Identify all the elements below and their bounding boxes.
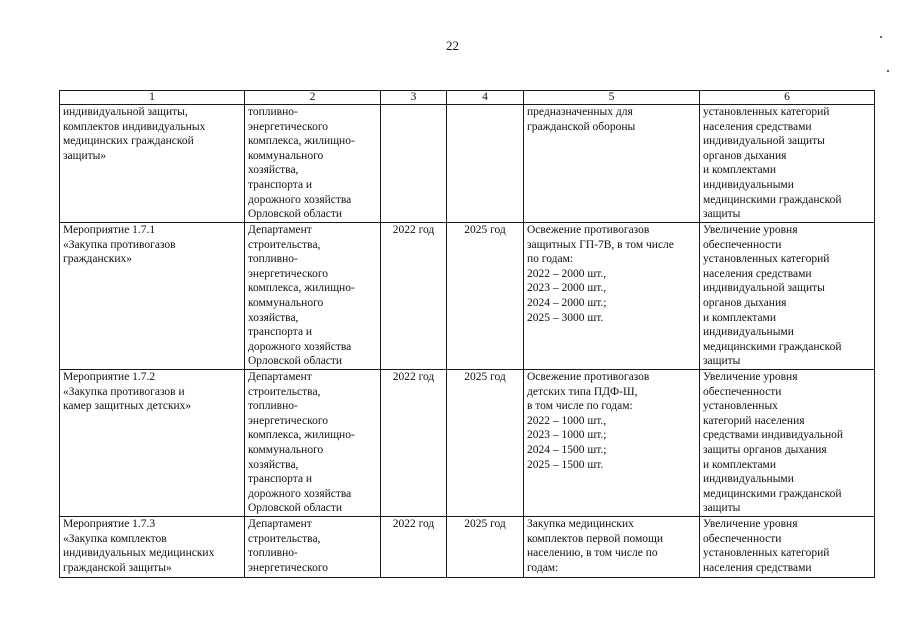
- cell-text-line: в том числе по годам:: [527, 400, 633, 413]
- cell-text-line: гражданской обороны: [527, 120, 636, 133]
- cell-text-line: гражданских»: [63, 253, 132, 266]
- cell-text-line: Орловской области: [248, 502, 343, 515]
- header-col-2: 2: [245, 91, 381, 105]
- cell-text-line: защиты: [703, 355, 741, 368]
- responsible-cell: [245, 370, 381, 517]
- outcome-cell: [700, 517, 875, 578]
- measures-table: [59, 90, 875, 578]
- cell-text-line: защиты»: [63, 149, 107, 162]
- responsible-cell: [245, 105, 381, 223]
- cell-text-line: хозяйства,: [248, 458, 299, 471]
- cell-text-line: населения средствами: [703, 120, 812, 133]
- cell-text-line: комплектов индивидуальных: [63, 120, 206, 133]
- cell-text-line: Департамент: [248, 224, 312, 236]
- cell-text-line: комплектов первой помощи: [527, 532, 664, 545]
- cell-text-line: Мероприятие 1.7.3: [63, 518, 156, 530]
- cell-text-line: энергетического: [248, 414, 329, 427]
- responsible-cell: [245, 517, 381, 578]
- end-year-cell: 2025 год: [447, 223, 524, 370]
- cell-text-line: индивидуальной защиты,: [63, 106, 188, 118]
- cell-text-line: обеспеченности: [703, 532, 782, 545]
- cell-text-line: индивидуальных медицинских: [63, 547, 215, 560]
- cell-text-line: «Закупка противогазов и: [63, 385, 185, 398]
- cell-text-line: индивидуальными: [703, 326, 794, 339]
- expected-result-cell: [524, 105, 700, 223]
- page-number: 22: [446, 38, 459, 53]
- cell-text-line: Увеличение уровня: [703, 224, 798, 236]
- cell-text-line: 2024 – 1500 шт.;: [527, 443, 607, 456]
- cell-text-line: дорожного хозяйства: [248, 193, 352, 206]
- cell-text-line: 2022 – 2000 шт.,: [527, 267, 607, 280]
- cell-text-line: транспорта и: [248, 326, 313, 339]
- table-row-measure-1-7-2: [60, 370, 875, 517]
- cell-text-line: строительства,: [248, 385, 321, 398]
- cell-text-line: и комплектами: [703, 164, 776, 177]
- cell-text-line: Освежение противогазов: [527, 371, 650, 383]
- cell-text-line: коммунального: [248, 296, 324, 309]
- cell-text-line: 2025 – 3000 шт.: [527, 311, 604, 324]
- cell-text-line: комплекса, жилищно-: [248, 135, 355, 148]
- cell-text-line: индивидуальной защиты: [703, 282, 825, 295]
- cell-text-line: населения средствами: [703, 561, 812, 574]
- cell-text-line: комплекса, жилищно-: [248, 429, 355, 442]
- cell-text-line: детских типа ПДФ-Ш,: [527, 385, 638, 398]
- measure-name-cell: [60, 517, 245, 578]
- scan-speck: [887, 70, 889, 72]
- cell-text-line: органов дыхания: [703, 149, 787, 162]
- cell-text-line: индивидуальными: [703, 178, 794, 191]
- header-col-6: 6: [700, 91, 875, 105]
- cell-text-line: Увеличение уровня: [703, 371, 798, 383]
- cell-text-line: установленных категорий: [703, 106, 830, 118]
- cell-text-line: дорожного хозяйства: [248, 340, 352, 353]
- cell-text-line: 2023 – 1000 шт.;: [527, 429, 607, 442]
- outcome-cell: [700, 105, 875, 223]
- cell-text-line: по годам:: [527, 253, 574, 266]
- cell-text-line: Мероприятие 1.7.2: [63, 371, 156, 383]
- cell-text-line: топливно-: [248, 400, 298, 413]
- cell-text-line: и комплектами: [703, 311, 776, 324]
- end-year-cell: [447, 105, 524, 223]
- cell-text-line: и комплектами: [703, 458, 776, 471]
- table-row-measure-1-7-3: [60, 517, 875, 578]
- measure-name-cell: [60, 223, 245, 370]
- cell-text-line: 2024 – 2000 шт.;: [527, 296, 607, 309]
- cell-text-line: энергетического: [248, 561, 329, 574]
- end-year-cell: 2025 год: [447, 517, 524, 578]
- cell-text-line: средствами индивидуальной: [703, 429, 844, 442]
- cell-text-line: Департамент: [248, 371, 312, 383]
- scan-speck: [880, 36, 882, 38]
- cell-text-line: Освежение противогазов: [527, 224, 650, 236]
- table-row-continuation: [60, 105, 875, 223]
- start-year-cell: 2022 год: [381, 517, 447, 578]
- responsible-cell: [245, 223, 381, 370]
- cell-text-line: 2025 – 1500 шт.: [527, 458, 604, 471]
- outcome-cell: [700, 223, 875, 370]
- cell-text-line: хозяйства,: [248, 164, 299, 177]
- expected-result-cell: [524, 370, 700, 517]
- cell-text-line: органов дыхания: [703, 296, 787, 309]
- cell-text-line: Орловской области: [248, 208, 343, 221]
- cell-text-line: установленных категорий: [703, 253, 830, 266]
- cell-text-line: защиты органов дыхания: [703, 443, 827, 456]
- cell-text-line: 2022 – 1000 шт.,: [527, 414, 607, 427]
- cell-text-line: установленных: [703, 400, 778, 413]
- cell-text-line: индивидуальными: [703, 473, 794, 486]
- cell-text-line: Закупка медицинских: [527, 518, 634, 530]
- cell-text-line: коммунального: [248, 443, 324, 456]
- cell-text-line: коммунального: [248, 149, 324, 162]
- cell-text-line: индивидуальной защиты: [703, 135, 825, 148]
- header-col-3: 3: [381, 91, 447, 105]
- cell-text-line: медицинских гражданской: [63, 135, 194, 148]
- cell-text-line: транспорта и: [248, 473, 313, 486]
- cell-text-line: Увеличение уровня: [703, 518, 798, 530]
- cell-text-line: защитных ГП-7В, в том числе: [527, 238, 674, 251]
- cell-text-line: топливно-: [248, 253, 298, 266]
- cell-text-line: топливно-: [248, 106, 298, 118]
- expected-result-cell: [524, 223, 700, 370]
- cell-text-line: камер защитных детских»: [63, 400, 192, 413]
- cell-text-line: предназначенных для: [527, 106, 633, 118]
- cell-text-line: гражданской защиты»: [63, 561, 172, 574]
- cell-text-line: Департамент: [248, 518, 312, 530]
- cell-text-line: медицинскими гражданской: [703, 340, 842, 353]
- cell-text-line: категорий населения: [703, 414, 805, 427]
- cell-text-line: строительства,: [248, 532, 321, 545]
- cell-text-line: транспорта и: [248, 178, 313, 191]
- cell-text-line: Мероприятие 1.7.1: [63, 224, 156, 236]
- start-year-cell: 2022 год: [381, 223, 447, 370]
- start-year-cell: 2022 год: [381, 370, 447, 517]
- cell-text-line: населения средствами: [703, 267, 812, 280]
- cell-text-line: дорожного хозяйства: [248, 487, 352, 500]
- outcome-cell: [700, 370, 875, 517]
- measure-name-cell: [60, 370, 245, 517]
- cell-text-line: «Закупка комплектов: [63, 532, 167, 545]
- cell-text-line: энергетического: [248, 120, 329, 133]
- cell-text-line: комплекса, жилищно-: [248, 282, 355, 295]
- cell-text-line: годам:: [527, 561, 559, 574]
- end-year-cell: 2025 год: [447, 370, 524, 517]
- cell-text-line: медицинскими гражданской: [703, 487, 842, 500]
- cell-text-line: Орловской области: [248, 355, 343, 368]
- start-year-cell: [381, 105, 447, 223]
- header-col-1: 1: [60, 91, 245, 105]
- cell-text-line: хозяйства,: [248, 311, 299, 324]
- expected-result-cell: [524, 517, 700, 578]
- header-row: [60, 91, 875, 105]
- cell-text-line: защиты: [703, 502, 741, 515]
- cell-text-line: энергетического: [248, 267, 329, 280]
- header-col-4: 4: [447, 91, 524, 105]
- cell-text-line: «Закупка противогазов: [63, 238, 176, 251]
- cell-text-line: населению, в том числе по: [527, 547, 658, 560]
- cell-text-line: строительства,: [248, 238, 321, 251]
- cell-text-line: защиты: [703, 208, 741, 221]
- header-col-5: 5: [524, 91, 700, 105]
- measure-name-cell: [60, 105, 245, 223]
- cell-text-line: установленных категорий: [703, 547, 830, 560]
- cell-text-line: медицинскими гражданской: [703, 193, 842, 206]
- cell-text-line: обеспеченности: [703, 238, 782, 251]
- table-row-measure-1-7-1: [60, 223, 875, 370]
- cell-text-line: топливно-: [248, 547, 298, 560]
- cell-text-line: обеспеченности: [703, 385, 782, 398]
- cell-text-line: 2023 – 2000 шт.,: [527, 282, 607, 295]
